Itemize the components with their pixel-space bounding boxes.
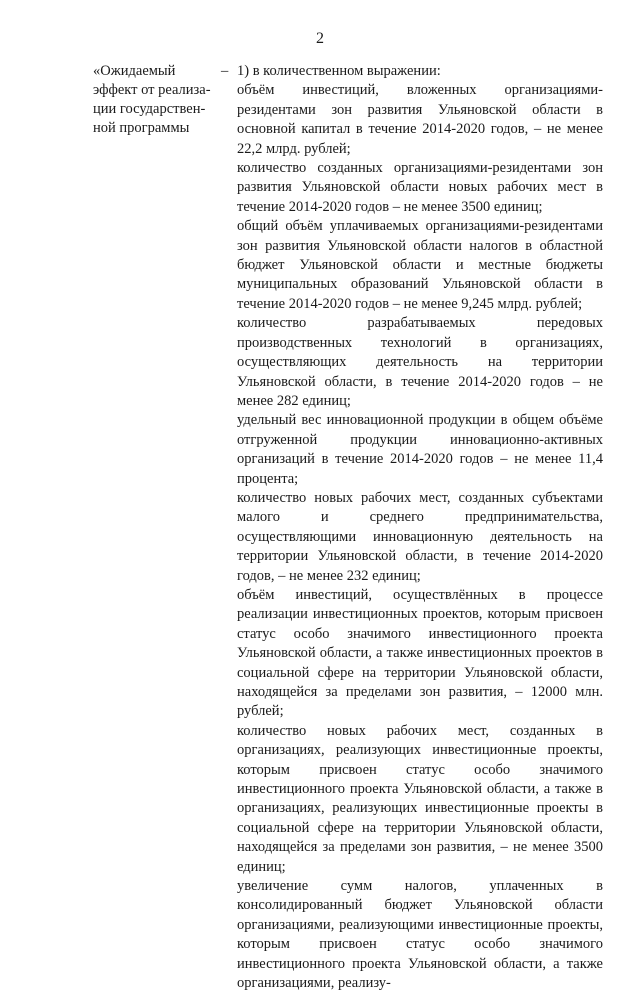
column-separator-dash: – xyxy=(221,63,229,79)
content-paragraph: объём инвестиций, осуществлённых в процессе реализации инвестиционных проектов, которым присвоен статус особо значимого инвестиционного проекта Ульяновской области, а также инвестиционных проектов в социальной сфере на территории Ульяновской области, находящейся за пределами зон развития, – 12000 млн. рублей; xyxy=(237,586,603,720)
content-paragraph: удельный вес инновационной продукции в общем объёме отгруженной продукции инновационно-активных организаций в течение 2014-2020 годов – не менее 11,4 процента; xyxy=(237,412,603,487)
page-number: 2 xyxy=(316,30,324,47)
section-content xyxy=(237,62,603,994)
content-paragraph: общий объём уплачиваемых организациями-резидентами зон развития Ульяновской области налогов в областной бюджет Ульяновской области и местные бюджеты муниципальных образований Ульяновской области в течение 2014-2020 годов – не менее 9,245 млрд. рублей; xyxy=(237,218,603,312)
content-heading: 1) в количественном выражении: xyxy=(237,63,441,79)
section-label-line: ной программы xyxy=(93,120,190,136)
content-paragraph: количество новых рабочих мест, созданных субъектами малого и среднего предпринимательства, осуществляющими инновационную деятельность на территории Ульяновской области, в течение 2014-2020 годов, – не менее 232 единиц; xyxy=(237,489,603,584)
section-label-line: эффект от реализа- xyxy=(93,82,211,98)
content-paragraph: количество разрабатываемых передовых производственных технологий в организациях, осуществляющих деятельность на территории Ульяновской области, в течение 2014-2020 годов – не менее 282 единиц; xyxy=(237,315,603,409)
content-paragraph: увеличение сумм налогов, уплаченных в консолидированный бюджет Ульяновской области организациями, реализующими инвестиционные проекты, которым присвоен статус особо значимого инвестиционного проекта Ульяновской области, а также организациями, реализу- xyxy=(237,878,603,992)
content-paragraph: количество новых рабочих мест, созданных в организациях, реализующих инвестиционные проекты, которым присвоен статус особо значимого инвестиционного проекта Ульяновской области, а также в организациях, реализующих инвестиционные проекты в социальной сфере на территории Ульяновской области, находящейся за пределами зон развития, – не менее 3500 единиц; xyxy=(237,722,603,875)
section-label xyxy=(93,62,218,138)
content-paragraph: объём инвестиций, вложенных организациями-резидентами зон развития Ульяновской области в основной капитал в течение 2014-2020 годов, – не менее 22,2 млрд. рублей; xyxy=(237,82,603,157)
section-label-line: «Ожидаемый xyxy=(93,63,176,79)
section-label-line: ции государствен- xyxy=(93,101,206,117)
content-paragraph: количество созданных организациями-резидентами зон развития Ульяновской области новых рабочих мест в течение 2014-2020 годов – не менее 3500 единиц; xyxy=(237,160,603,215)
